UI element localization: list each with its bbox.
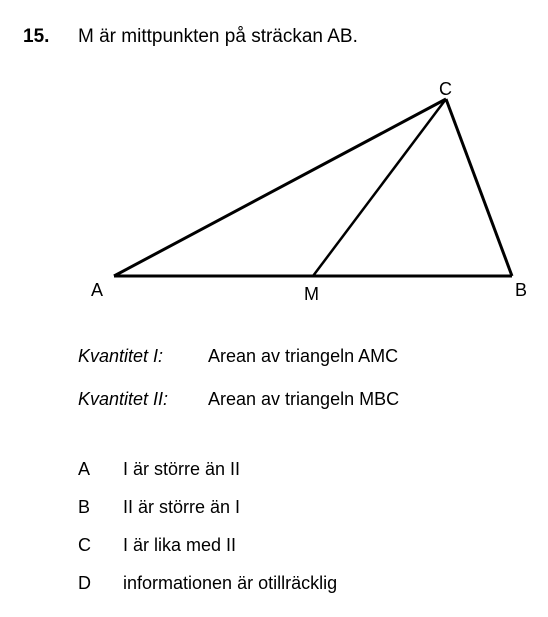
quantity-2 — [78, 389, 399, 410]
option-a[interactable] — [78, 458, 337, 496]
vertex-label-a: A — [91, 280, 104, 300]
segment-ac — [114, 99, 446, 276]
segment-bc — [446, 99, 512, 276]
option-d-letter: D — [78, 573, 91, 593]
quantity-1 — [78, 346, 398, 367]
option-a-text: I är större än II — [123, 459, 241, 479]
option-b-letter: B — [78, 497, 91, 517]
segment-mc — [313, 99, 446, 276]
option-d-text: informationen är otillräcklig — [123, 573, 338, 593]
quantity-2-label: Kvantitet II: — [78, 389, 169, 409]
vertex-label-b: B — [515, 280, 528, 300]
quantity-2-text: Arean av triangeln MBC — [208, 389, 400, 409]
option-c[interactable] — [78, 534, 337, 572]
option-b[interactable] — [78, 496, 337, 534]
option-d[interactable] — [78, 572, 337, 610]
midpoint-label-m: M — [304, 284, 319, 304]
option-c-letter: C — [78, 535, 91, 555]
option-a-letter: A — [78, 459, 91, 479]
answer-options — [78, 458, 337, 610]
question-number: 15. — [23, 26, 50, 47]
quantity-1-text: Arean av triangeln AMC — [208, 346, 399, 366]
question-text: M är mittpunkten på sträckan AB. — [78, 26, 358, 47]
triangle-abc — [114, 99, 512, 276]
quantity-1-label: Kvantitet I: — [78, 346, 164, 366]
option-b-text: II är större än I — [123, 497, 241, 517]
option-c-text: I är lika med II — [123, 535, 237, 555]
vertex-label-c: C — [439, 79, 452, 99]
